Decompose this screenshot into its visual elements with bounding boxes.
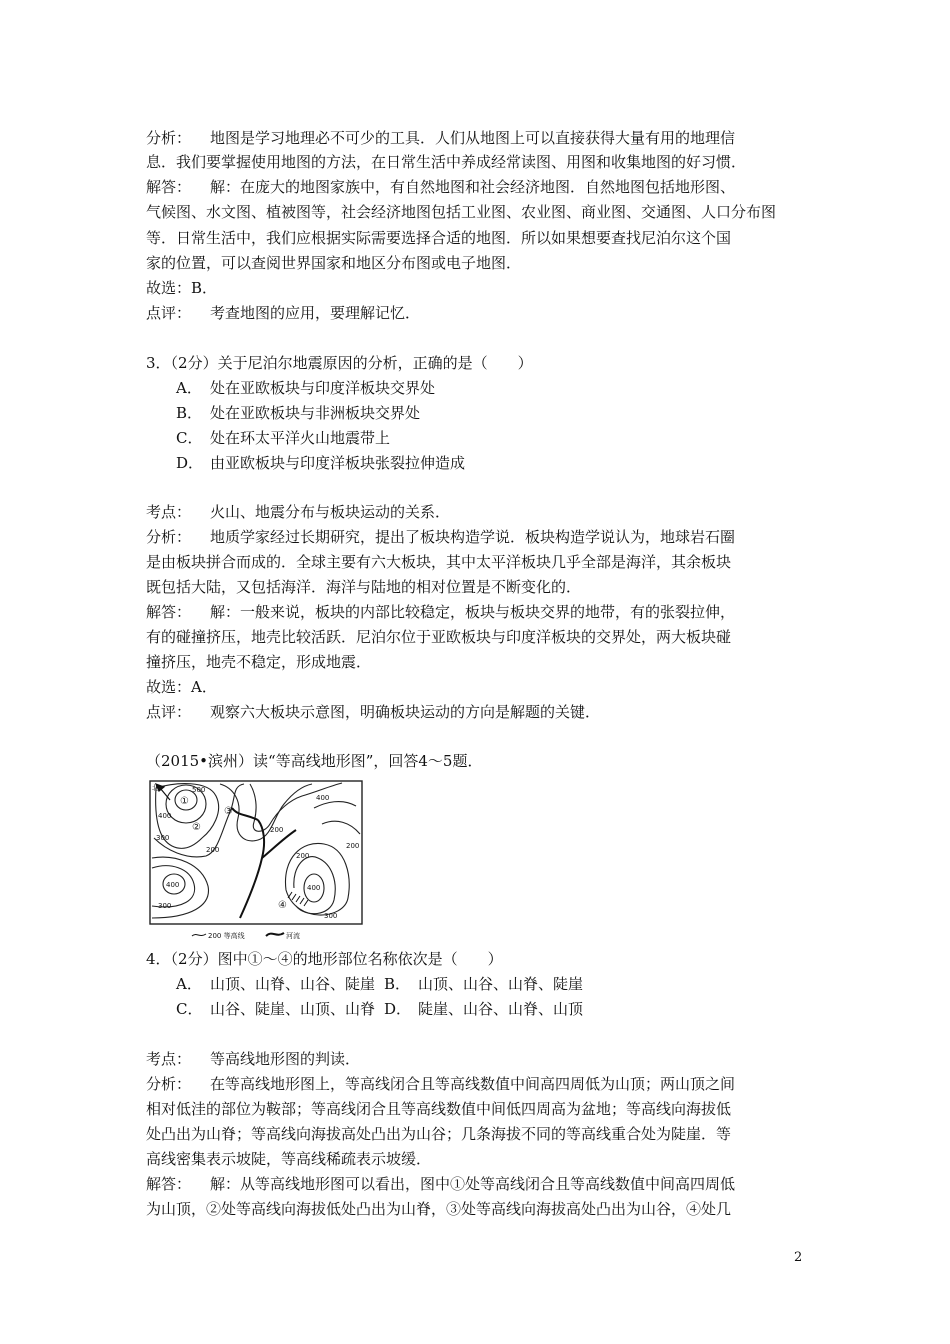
answer-line: 气候图、水文图、植被图等，社会经济地图包括工业图、农业图、商业图、交通图、人口分布图 bbox=[146, 203, 777, 221]
contour-map-figure bbox=[146, 778, 368, 942]
analysis-label: 分析： bbox=[146, 1075, 192, 1093]
question-stem: 4．（2分）图中①～④的地形部位名称依次是（ ） bbox=[146, 950, 503, 968]
option-d: D． 由亚欧板块与印度洋板块张裂拉伸造成 bbox=[176, 454, 466, 472]
legend-river-icon bbox=[266, 933, 284, 936]
contour-label: 200 bbox=[296, 852, 310, 860]
river-line bbox=[232, 808, 258, 820]
comment-line: 点评： 观察六大板块示意图，明确板块运动的方向是解题的关键． bbox=[146, 703, 601, 721]
contour-line bbox=[322, 821, 360, 834]
contour-label: 500 bbox=[192, 786, 206, 794]
analysis-line: 既包括大陆，又包括海洋．海洋与陆地的相对位置是不断变化的． bbox=[146, 578, 582, 596]
comment-label: 点评： bbox=[146, 304, 192, 322]
marker-2: ② bbox=[192, 822, 201, 833]
contour-label: 400 bbox=[307, 884, 321, 892]
analysis-line: 分析： 地质学家经过长期研究，提出了板块构造学说．板块构造学说认为，地球岩石圈 bbox=[146, 528, 736, 546]
section-intro: （2015•滨州）读“等高线地形图”，回答4～5题． bbox=[146, 752, 483, 770]
contour-label: 300 bbox=[324, 912, 338, 920]
answer-line: 为山顶，②处等高线向海拔低处凸出为山脊，③处等高线向海拔高处凸出为山谷，④处几 bbox=[146, 1200, 732, 1218]
answer-line: 解答： 解：在庞大的地图家族中，有自然地图和社会经济地图．自然地图包括地形图、 bbox=[146, 178, 736, 196]
page-number: 2 bbox=[794, 1250, 803, 1265]
contour-line bbox=[250, 783, 342, 831]
option-c: C． 处在环太平洋火山地震带上 bbox=[176, 429, 391, 447]
legend-contour-label: 200 等高线 bbox=[208, 932, 245, 940]
point-line: 考点： 等高线地形图的判读． bbox=[146, 1050, 361, 1068]
comment-line: 点评： 考查地图的应用，要理解记忆． bbox=[146, 304, 421, 322]
marker-3: ③ bbox=[224, 806, 233, 817]
contour-label: 200 bbox=[346, 842, 360, 850]
answer-label: 解答： bbox=[146, 178, 192, 196]
choice-line: 故选：A． bbox=[146, 678, 217, 696]
answer-line: 解答： 解：从等高线地形图可以看出，图中①处等高线闭合且等高线数值中间高四周低 bbox=[146, 1175, 736, 1193]
contour-label: 400 bbox=[166, 881, 180, 889]
answer-line: 有的碰撞挤压，地壳比较活跃．尼泊尔位于亚欧板块与印度洋板块的交界处，两大板块碰 bbox=[146, 628, 732, 646]
option-c: C． 山谷、陡崖、山顶、山脊 bbox=[176, 1000, 376, 1018]
option-a: A． 山顶、山脊、山谷、陡崖 bbox=[176, 975, 376, 993]
answer-line: 解答： 解：一般来说，板块的内部比较稳定，板块与板块交界的地带，有的张裂拉伸， bbox=[146, 603, 736, 621]
answer-line: 等．日常生活中，我们应根据实际需要选择合适的地图．所以如果想要查找尼泊尔这个国 bbox=[146, 229, 732, 247]
analysis-line: 分析： 在等高线地形图上，等高线闭合且等高线数值中间高四周低为山顶；两山顶之间 bbox=[146, 1075, 736, 1093]
contour-line bbox=[314, 802, 356, 808]
contour-label: 300 bbox=[158, 902, 172, 910]
north-label: 北 bbox=[152, 784, 159, 792]
marker-4: ④ bbox=[278, 900, 287, 911]
option-b: B． 处在亚欧板块与非洲板块交界处 bbox=[176, 404, 421, 422]
analysis-line: 相对低洼的部位为鞍部；等高线闭合且等高线数值中间低四周高为盆地；等高线向海拔低 bbox=[146, 1100, 732, 1118]
point-label: 考点： bbox=[146, 503, 192, 521]
contour-line bbox=[154, 784, 244, 857]
answer-label: 解答： bbox=[146, 603, 192, 621]
point-label: 考点： bbox=[146, 1050, 192, 1068]
point-line: 考点： 火山、地震分布与板块运动的关系． bbox=[146, 503, 451, 521]
marker-1: ① bbox=[180, 796, 189, 807]
answer-label: 解答： bbox=[146, 1175, 192, 1193]
choice-line: 故选：B． bbox=[146, 279, 218, 297]
analysis-line: 息．我们要掌握使用地图的方法，在日常生活中养成经常读图、用图和收集地图的好习惯． bbox=[146, 153, 747, 171]
comment-label: 点评： bbox=[146, 703, 192, 721]
option-a: A． 处在亚欧板块与印度洋板块交界处 bbox=[176, 379, 436, 397]
answer-line: 撞挤压，地壳不稳定，形成地震． bbox=[146, 653, 372, 671]
analysis-label: 分析： bbox=[146, 129, 192, 147]
legend-contour-icon bbox=[192, 934, 206, 936]
contour-label: 400 bbox=[316, 794, 330, 802]
question-stem: 3．（2分）关于尼泊尔地震原因的分析，正确的是（ ） bbox=[146, 354, 533, 372]
analysis-line: 是由板块拼合而成的．全球主要有六大板块，其中太平洋板块几乎全部是海洋，其余板块 bbox=[146, 553, 732, 571]
option-b: B． 山顶、山谷、山脊、陡崖 bbox=[384, 975, 584, 993]
contour-label: 300 bbox=[156, 834, 170, 842]
river-line bbox=[240, 820, 264, 918]
option-d: D． 陡崖、山谷、山脊、山顶 bbox=[384, 1000, 584, 1018]
contour-label: 400 bbox=[158, 812, 172, 820]
analysis-line: 高线密集表示坡陡，等高线稀疏表示坡缓． bbox=[146, 1150, 432, 1168]
analysis-line: 处凸出为山脊；等高线向海拔高处凸出为山谷；几条海拔不同的等高线重合处为陡崖．等 bbox=[146, 1125, 732, 1143]
legend-river-label: 河流 bbox=[286, 932, 300, 940]
answer-line: 家的位置，可以查阅世界国家和地区分布图或电子地图． bbox=[146, 254, 522, 272]
contour-label: 200 bbox=[270, 826, 284, 834]
analysis-label: 分析： bbox=[146, 528, 192, 546]
contour-label: 200 bbox=[206, 846, 220, 854]
analysis-line: 分析： 地图是学习地理必不可少的工具．人们从地图上可以直接获得大量有用的地理信 bbox=[146, 129, 736, 147]
contour-line bbox=[220, 784, 312, 841]
